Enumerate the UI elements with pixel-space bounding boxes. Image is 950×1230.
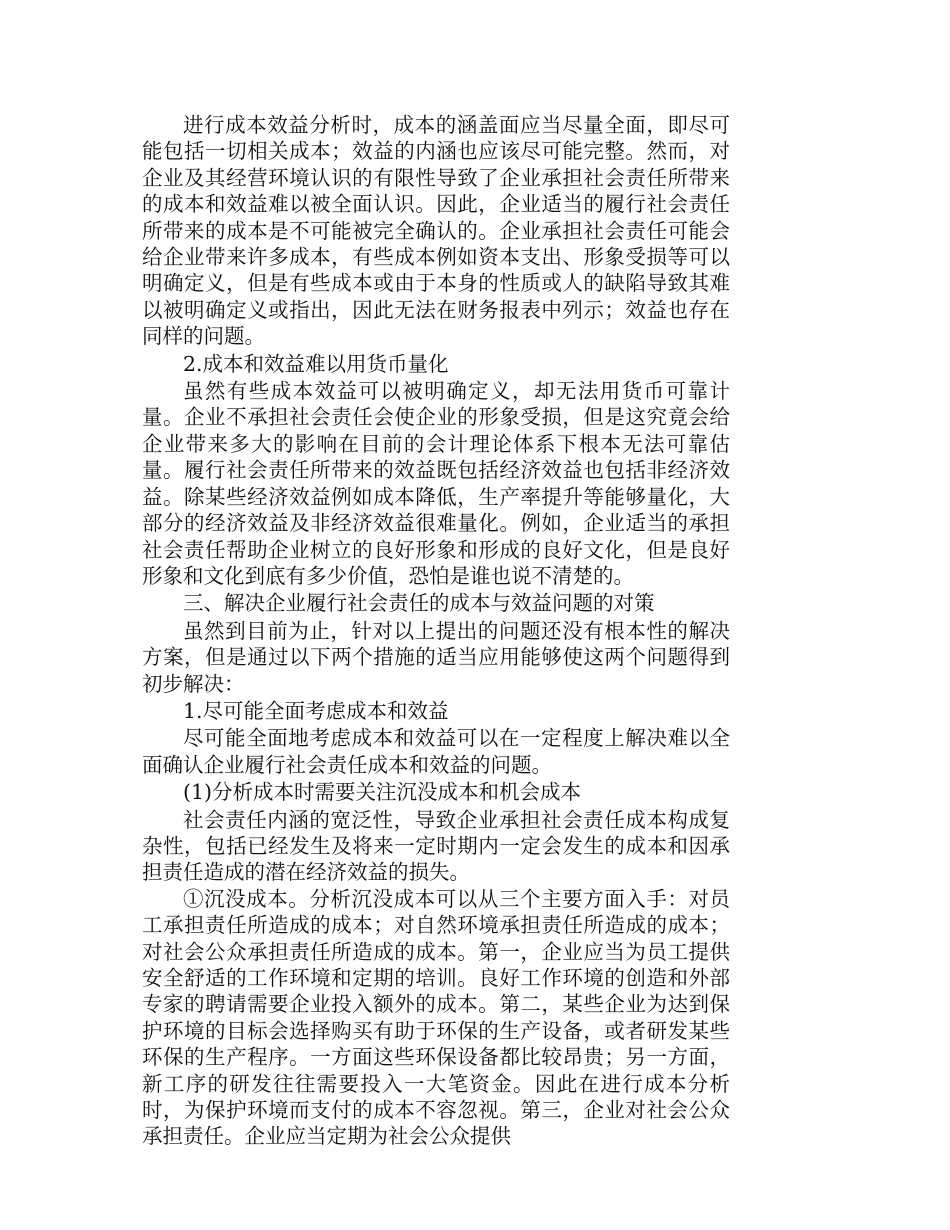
body-paragraph: 社会责任内涵的宽泛性，导致企业承担社会责任成本构成复杂性，包括已经发生及将来一定时期内一定会发生的成本和因承担责任造成的潜在经济效益的损失。 (142, 807, 730, 885)
section-subheading: 1.尽可能全面考虑成本和效益 (183, 698, 449, 723)
body-paragraph: 虽然有些成本效益可以被明确定义，却无法用货币可靠计量。企业不承担社会责任会使企业的形象受损，但是这究竟会给企业带来多大的影响在目前的会计理论体系下根本无法可靠估量。履行社会责任所带来的效益既包括经济效益也包括非经济效益。除某些经济效益例如成本降低，生产率提升等能够量化，大部分的经济效益及非经济效益很难量化。例如，企业适当的承担社会责任帮助企业树立的良好形象和形成的良好文化，但是良好形象和文化到底有多少价值，恐怕是谁也说不清楚的。 (142, 379, 730, 588)
body-paragraph: 尽可能全面地考虑成本和效益可以在一定程度上解决难以全面确认企业履行社会责任成本和效益的问题。 (142, 726, 730, 777)
body-paragraph: 进行成本效益分析时，成本的涵盖面应当尽量全面，即尽可能包括一切相关成本；效益的内涵也应该尽可能完整。然而，对企业及其经营环境认识的有限性导致了企业承担社会责任所带来的成本和效益难以被全面认识。因此，企业适当的履行社会责任所带来的成本是不可能被完全确认的。企业承担社会责任可能会给企业带来许多成本，有些成本例如资本支出、形象受损等可以明确定义，但是有些成本或由于本身的性质或人的缺陷导致其难以被明确定义或指出，因此无法在财务报表中列示；效益也存在同样的问题。 (142, 113, 730, 349)
body-paragraph: 虽然到目前为止，针对以上提出的问题还没有根本性的解决方案，但是通过以下两个措施的适当应用能够使这两个问题得到初步解决： (142, 618, 730, 696)
section-subheading: 2.成本和效益难以用货币量化 (183, 351, 449, 376)
body-paragraph: ①沉没成本。分析沉没成本可以从三个主要方面入手：对员工承担责任所造成的成本；对自然环境承担责任所造成的成本；对社会公众承担责任所造成的成本。第一，企业应当为员工提供安全舒适的工作环境和定期的培训。良好工作环境的创造和外部专家的聘请需要企业投入额外的成本。第二，某些企业为达到保护环境的目标会选择购买有助于环保的生产设备，或者研发某些环保的生产程序。一方面这些环保设备都比较昂贵；另一方面，新工序的研发往往需要投入一大笔资金。因此在进行成本分析时，为保护环境而支付的成本不容忽视。第三，企业对社会公众承担责任。企业应当定期为社会公众提供 (142, 886, 730, 1149)
document-body (142, 112, 730, 1150)
section-heading: 三、解决企业履行社会责任的成本与效益问题的对策 (183, 591, 655, 616)
section-subheading: (1)分析成本时需要关注沉没成本和机会成本 (183, 780, 582, 805)
